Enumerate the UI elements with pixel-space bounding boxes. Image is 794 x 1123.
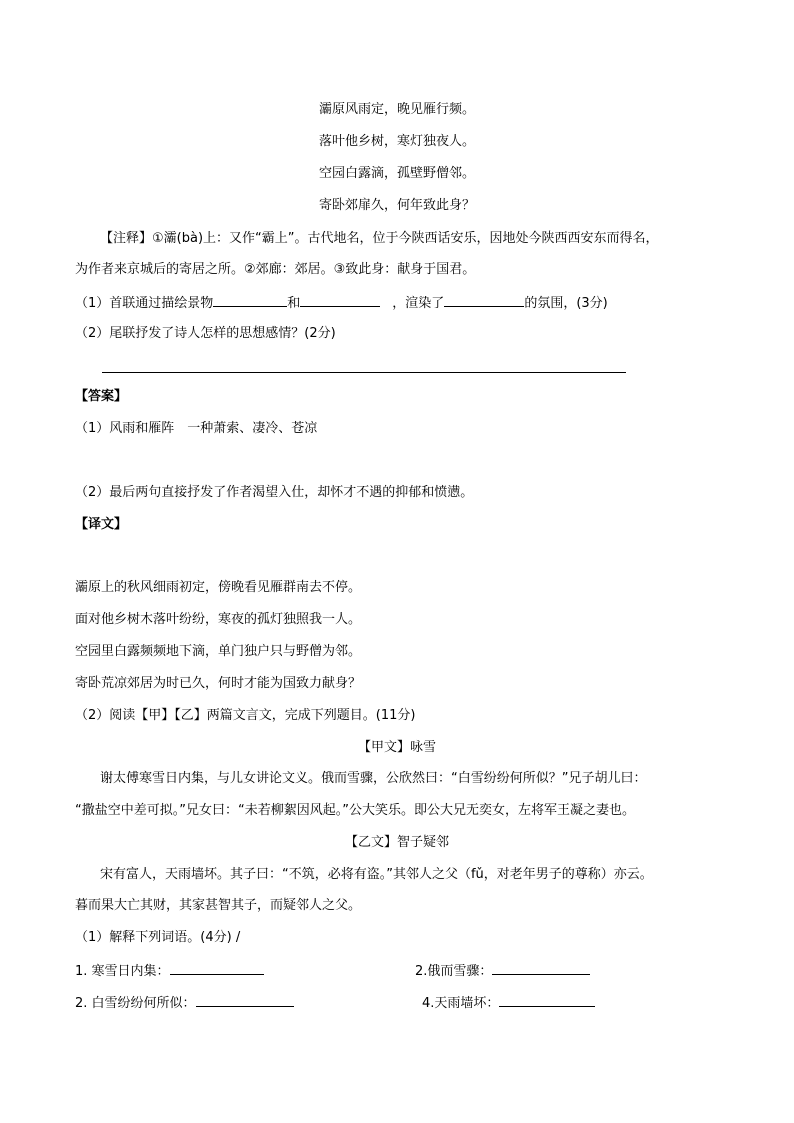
word-blank-2[interactable] [492,962,590,975]
answer-2: （2）最后两句直接抒发了作者渴望入仕，却怀才不遇的抑郁和愤懑。 [75,485,474,500]
word-blank-4[interactable] [499,994,595,1007]
jia-line-2: “撒盐空中差可拟。”兄女曰：“未若柳絮因风起。”公大笑乐。即公大兄无奕女，左将军王凝之妻也。 [75,803,635,818]
poem-line-4: 寄卧郊扉久，何年致此身？ [318,198,475,213]
answer-blank-3[interactable] [444,294,524,307]
question-1-part-4: 的氛围，(3分) [524,296,608,311]
word-label-2: 2.俄而雪骤： [415,964,493,979]
question-2: （2）尾联抒发了诗人怎样的思想感情？(2分) [75,326,336,341]
translation-heading: 【译文】 [75,517,128,532]
note-line-2: 为作者来京城后的寄居之所。②郊廊：郊居。③致此身：献身于国君。 [75,262,476,277]
poem-line-2: 落叶他乡树，寒灯独夜人。 [318,134,475,149]
translation-line-2: 面对他乡树木落叶纷纷，寒夜的孤灯独照我一人。 [75,612,362,627]
translation-line-4: 寄卧荒凉郊居为时已久，何时才能为国致力献身？ [75,676,362,691]
answer-1: （1）风雨和雁阵 一种萧索、凄冷、苍凉 [75,421,318,436]
word-label-3: 2. 白雪纷纷何所似： [75,996,196,1011]
note-line-1: 【注释】①灞(bà)上：又作“霸上”。古代地名，位于今陕西话安乐，因地处今陕西西安东而得名， [100,231,659,246]
reading-question: （2）阅读【甲】【乙】两篇文言文，完成下列题目。(11分) [75,708,416,723]
translation-line-1: 灞原上的秋风细雨初定，傍晚看见雁群南去不停。 [75,580,362,595]
yi-line-1: 宋有富人，天雨墙坏。其子曰：“不筑，必将有盗。”其邻人之父（fǔ，对老年男子的尊称）亦云。 [100,867,653,882]
question-1 [75,294,608,312]
poem-line-1: 灞原风雨定，晚见雁行频。 [318,102,475,117]
question-1-part-3: ，渲染了 [392,296,445,311]
word-item-2 [415,962,590,980]
word-label-4: 4.天雨墙坏： [422,996,500,1011]
answer-heading: 【答案】 [75,389,128,404]
poem-line-3: 空园白露滴，孤壁野僧邻。 [318,166,475,181]
word-blank-3[interactable] [196,994,294,1007]
translation-line-3: 空园里白露频频地下滴，单门独户只与野僧为邻。 [75,644,362,659]
question-1-part-1: （1）首联通过描绘景物 [75,296,214,311]
jia-line-1: 谢太傅寒雪日内集，与儿女讲论文义。俄而雪骤，公欣然曰：“白雪纷纷何所似？”兄子胡儿曰： [100,771,647,786]
answer-blank-1[interactable] [213,294,287,307]
word-item-4 [422,994,595,1012]
yi-title: 【乙文】智子疑邻 [344,835,449,850]
word-item-1 [75,962,264,980]
answer-line-q2[interactable] [102,372,626,373]
answer-blank-2[interactable] [300,294,380,307]
yi-line-2: 暮而果大亡其财，其家甚智其子，而疑邻人之父。 [75,898,362,913]
word-label-1: 1. 寒雪日内集： [75,964,170,979]
word-item-3 [75,994,294,1012]
explain-question: （1）解释下列词语。(4分) / [75,930,241,945]
jia-title: 【甲文】咏雪 [357,740,436,755]
word-blank-1[interactable] [170,962,264,975]
question-1-part-2: 和 [287,296,301,311]
